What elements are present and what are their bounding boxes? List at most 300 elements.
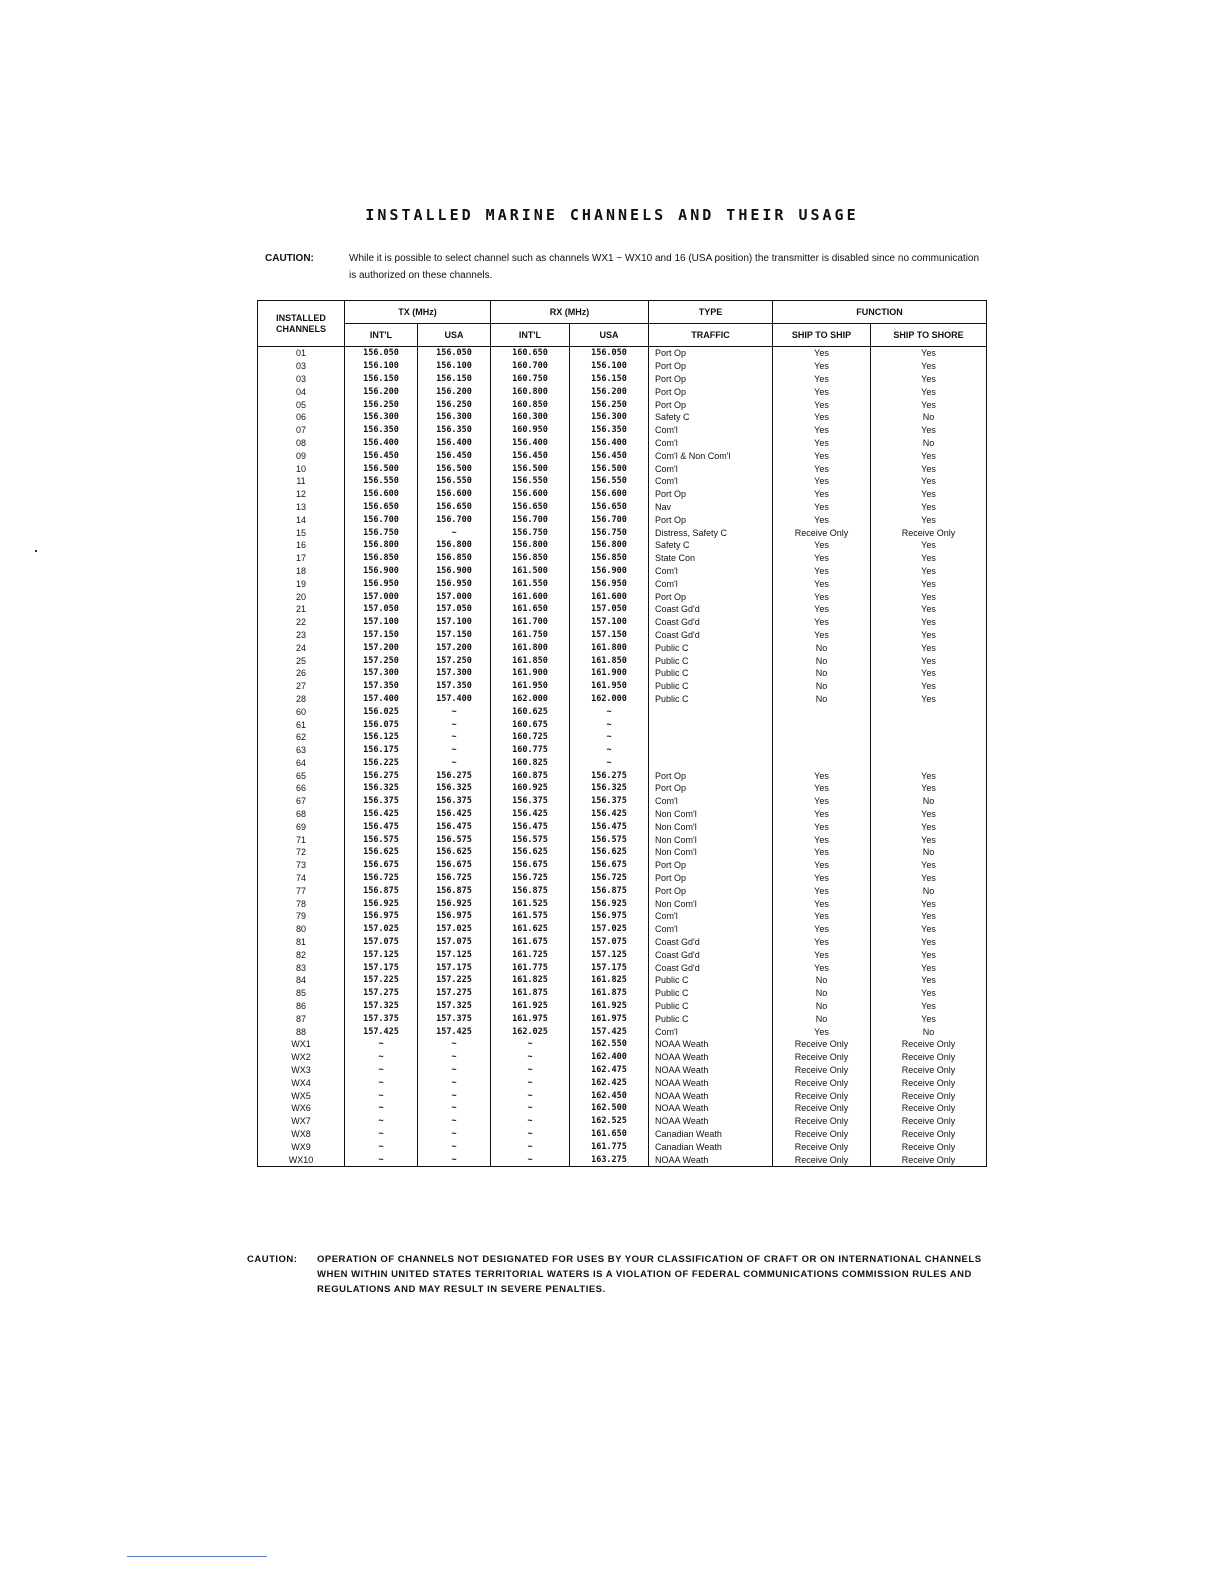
cell-rx-usa: 162.450 <box>570 1089 649 1102</box>
cell-channel: 24 <box>258 641 345 654</box>
cell-tx-usa: ~ <box>418 1128 491 1141</box>
cell-ship-to-shore: Yes <box>871 782 987 795</box>
cell-traffic: NOAA Weath <box>649 1038 773 1051</box>
cell-traffic: NOAA Weath <box>649 1115 773 1128</box>
cell-tx-usa: 156.325 <box>418 782 491 795</box>
cell-channel: 08 <box>258 437 345 450</box>
table-row <box>258 1012 987 1025</box>
cell-channel: 88 <box>258 1025 345 1038</box>
cell-channel: 09 <box>258 449 345 462</box>
cell-rx-usa: 157.175 <box>570 961 649 974</box>
cell-ship-to-ship: Yes <box>773 398 871 411</box>
table-row <box>258 718 987 731</box>
cell-ship-to-ship: No <box>773 1012 871 1025</box>
cell-tx-intl: 156.750 <box>345 526 418 539</box>
cell-tx-usa: 156.675 <box>418 859 491 872</box>
cell-rx-usa: 161.975 <box>570 1012 649 1025</box>
cell-ship-to-ship: Receive Only <box>773 1038 871 1051</box>
cell-tx-usa: 156.625 <box>418 846 491 859</box>
table-row <box>258 974 987 987</box>
header-installed-channels: INSTALLED CHANNELS <box>258 301 345 347</box>
cell-rx-intl: 156.425 <box>491 808 570 821</box>
cell-tx-usa: 156.575 <box>418 833 491 846</box>
cell-channel: 06 <box>258 411 345 424</box>
cell-ship-to-ship: Receive Only <box>773 1115 871 1128</box>
cell-ship-to-shore: Yes <box>871 449 987 462</box>
cell-rx-usa: 156.650 <box>570 501 649 514</box>
cell-ship-to-shore: No <box>871 411 987 424</box>
cell-ship-to-shore: Yes <box>871 974 987 987</box>
cell-channel: 68 <box>258 808 345 821</box>
cell-channel: 01 <box>258 347 345 360</box>
cell-tx-usa: 156.050 <box>418 347 491 360</box>
cell-tx-usa: 157.200 <box>418 641 491 654</box>
cell-ship-to-ship: Yes <box>773 948 871 961</box>
table-row <box>258 360 987 373</box>
cell-rx-intl: 161.850 <box>491 654 570 667</box>
cell-rx-usa: 156.425 <box>570 808 649 821</box>
cell-ship-to-ship: No <box>773 693 871 706</box>
cell-ship-to-ship <box>773 705 871 718</box>
cell-tx-usa: ~ <box>418 731 491 744</box>
cell-rx-intl: 160.800 <box>491 385 570 398</box>
caution-text: While it is possible to select channel such as channels WX1 ~ WX10 and 16 (USA position) the transmitter is disabled since no communication is authorized on these channels. <box>349 253 980 281</box>
cell-channel: 20 <box>258 590 345 603</box>
table-row <box>258 833 987 846</box>
cell-rx-intl: 160.950 <box>491 424 570 437</box>
cell-tx-intl: 156.900 <box>345 565 418 578</box>
cell-ship-to-ship: No <box>773 680 871 693</box>
cell-traffic: Non Com'l <box>649 820 773 833</box>
cell-rx-usa: 156.750 <box>570 526 649 539</box>
cell-ship-to-shore: Yes <box>871 501 987 514</box>
cell-ship-to-shore: Yes <box>871 616 987 629</box>
table-row <box>258 565 987 578</box>
cell-ship-to-ship: Yes <box>773 808 871 821</box>
cell-channel: 60 <box>258 705 345 718</box>
cell-channel: 61 <box>258 718 345 731</box>
cell-traffic: NOAA Weath <box>649 1076 773 1089</box>
header-rx-usa: USA <box>570 324 649 347</box>
table-row <box>258 1000 987 1013</box>
cell-tx-usa: ~ <box>418 1076 491 1089</box>
table-row <box>258 526 987 539</box>
cell-rx-intl: 156.675 <box>491 859 570 872</box>
table-row <box>258 577 987 590</box>
cell-rx-usa: 156.725 <box>570 872 649 885</box>
cell-traffic: NOAA Weath <box>649 1089 773 1102</box>
cell-tx-usa: 156.900 <box>418 565 491 578</box>
cell-tx-usa: ~ <box>418 1140 491 1153</box>
table-row <box>258 1064 987 1077</box>
header-ship-to-shore: SHIP TO SHORE <box>871 324 987 347</box>
cell-ship-to-shore: No <box>871 1025 987 1038</box>
cell-tx-intl: ~ <box>345 1102 418 1115</box>
cell-channel: 84 <box>258 974 345 987</box>
cell-tx-intl: 157.325 <box>345 1000 418 1013</box>
cell-rx-usa: 156.350 <box>570 424 649 437</box>
cell-rx-usa: 161.900 <box>570 667 649 680</box>
cell-channel: 64 <box>258 757 345 770</box>
header-rx-intl: INT'L <box>491 324 570 347</box>
cell-tx-intl: 156.025 <box>345 705 418 718</box>
cell-traffic: Com'l <box>649 462 773 475</box>
cell-tx-usa: 157.075 <box>418 936 491 949</box>
cell-channel: 69 <box>258 820 345 833</box>
cell-ship-to-shore: Receive Only <box>871 1153 987 1166</box>
page-title: INSTALLED MARINE CHANNELS AND THEIR USAGE <box>365 206 859 224</box>
cell-tx-usa: 156.800 <box>418 539 491 552</box>
cell-rx-intl: 161.900 <box>491 667 570 680</box>
cell-tx-usa: 157.250 <box>418 654 491 667</box>
footnote-rule <box>127 1556 267 1557</box>
cell-tx-intl: 157.000 <box>345 590 418 603</box>
cell-ship-to-shore: Yes <box>871 667 987 680</box>
cell-tx-intl: 156.150 <box>345 373 418 386</box>
cell-rx-intl: 160.825 <box>491 757 570 770</box>
cell-rx-intl: 156.600 <box>491 488 570 501</box>
cell-ship-to-ship: Yes <box>773 462 871 475</box>
cell-channel: 14 <box>258 513 345 526</box>
cell-channel: 62 <box>258 731 345 744</box>
cell-channel: 74 <box>258 872 345 885</box>
cell-traffic: Public C <box>649 680 773 693</box>
cell-traffic: Coast Gd'd <box>649 961 773 974</box>
cell-ship-to-ship: Yes <box>773 449 871 462</box>
cell-rx-usa: ~ <box>570 705 649 718</box>
cell-ship-to-ship: Yes <box>773 795 871 808</box>
cell-tx-intl: 156.075 <box>345 718 418 731</box>
table-row <box>258 488 987 501</box>
cell-traffic: State Con <box>649 552 773 565</box>
table-row <box>258 513 987 526</box>
table-row <box>258 1102 987 1115</box>
cell-tx-usa: 156.300 <box>418 411 491 424</box>
cell-rx-intl: 160.925 <box>491 782 570 795</box>
cell-ship-to-ship: Yes <box>773 437 871 450</box>
cell-channel: 25 <box>258 654 345 667</box>
cell-channel: 22 <box>258 616 345 629</box>
table-row <box>258 373 987 386</box>
cell-tx-usa: 156.450 <box>418 449 491 462</box>
cell-ship-to-ship: Yes <box>773 475 871 488</box>
cell-ship-to-ship: Receive Only <box>773 1153 871 1166</box>
cell-traffic: Com'l <box>649 1025 773 1038</box>
cell-rx-intl: 156.475 <box>491 820 570 833</box>
cell-tx-intl: 156.550 <box>345 475 418 488</box>
cell-rx-intl: 161.550 <box>491 577 570 590</box>
cell-tx-usa: ~ <box>418 1153 491 1166</box>
cell-rx-intl: 160.775 <box>491 744 570 757</box>
cell-rx-intl: 161.650 <box>491 603 570 616</box>
cell-ship-to-ship: Yes <box>773 961 871 974</box>
cell-rx-usa: 162.550 <box>570 1038 649 1051</box>
header-tx-usa: USA <box>418 324 491 347</box>
cell-traffic: NOAA Weath <box>649 1064 773 1077</box>
table-row <box>258 552 987 565</box>
header-function: FUNCTION <box>773 301 987 324</box>
cell-channel: WX9 <box>258 1140 345 1153</box>
cell-channel: 17 <box>258 552 345 565</box>
table-row <box>258 411 987 424</box>
cell-ship-to-ship <box>773 744 871 757</box>
cell-ship-to-shore <box>871 757 987 770</box>
cell-ship-to-shore: Yes <box>871 347 987 360</box>
cell-traffic: Port Op <box>649 373 773 386</box>
cell-channel: WX6 <box>258 1102 345 1115</box>
cell-ship-to-ship: Yes <box>773 411 871 424</box>
cell-ship-to-shore: Yes <box>871 897 987 910</box>
cell-traffic: Non Com'l <box>649 897 773 910</box>
cell-channel: WX7 <box>258 1115 345 1128</box>
cell-ship-to-ship: Receive Only <box>773 1102 871 1115</box>
cell-rx-intl: 156.725 <box>491 872 570 885</box>
cell-ship-to-shore: Yes <box>871 923 987 936</box>
cell-ship-to-ship: Yes <box>773 769 871 782</box>
cell-channel: WX10 <box>258 1153 345 1166</box>
cell-channel: WX2 <box>258 1051 345 1064</box>
cell-rx-intl: 160.625 <box>491 705 570 718</box>
cell-tx-usa: ~ <box>418 757 491 770</box>
caution-notice-bottom <box>247 1252 987 1297</box>
cell-rx-usa: 161.800 <box>570 641 649 654</box>
cell-rx-intl: 161.775 <box>491 961 570 974</box>
cell-rx-usa: 156.850 <box>570 552 649 565</box>
cell-tx-usa: 157.175 <box>418 961 491 974</box>
cell-channel: 77 <box>258 884 345 897</box>
header-type: TYPE <box>649 301 773 324</box>
cell-rx-intl: 161.950 <box>491 680 570 693</box>
cell-ship-to-ship: Yes <box>773 424 871 437</box>
cell-ship-to-shore <box>871 705 987 718</box>
cell-rx-intl: 156.450 <box>491 449 570 462</box>
cell-rx-usa: 156.375 <box>570 795 649 808</box>
cell-rx-intl: 162.025 <box>491 1025 570 1038</box>
cell-ship-to-ship: Yes <box>773 488 871 501</box>
cell-rx-usa: 156.150 <box>570 373 649 386</box>
cell-tx-usa: 156.100 <box>418 360 491 373</box>
cell-rx-intl: 161.600 <box>491 590 570 603</box>
cell-tx-intl: 157.400 <box>345 693 418 706</box>
cell-rx-usa: 161.775 <box>570 1140 649 1153</box>
cell-tx-intl: 156.125 <box>345 731 418 744</box>
cell-rx-usa: 163.275 <box>570 1153 649 1166</box>
cell-rx-usa: 157.425 <box>570 1025 649 1038</box>
cell-ship-to-shore: Yes <box>871 629 987 642</box>
cell-tx-usa: ~ <box>418 705 491 718</box>
cell-ship-to-shore: Yes <box>871 859 987 872</box>
cell-channel: 66 <box>258 782 345 795</box>
cell-tx-usa: ~ <box>418 1102 491 1115</box>
cell-tx-usa: 156.975 <box>418 910 491 923</box>
cell-tx-intl: 156.050 <box>345 347 418 360</box>
cell-rx-intl: 160.300 <box>491 411 570 424</box>
cell-tx-usa: 156.600 <box>418 488 491 501</box>
cell-tx-usa: 157.400 <box>418 693 491 706</box>
cell-channel: 18 <box>258 565 345 578</box>
cell-ship-to-shore: Receive Only <box>871 1102 987 1115</box>
cell-traffic <box>649 757 773 770</box>
cell-ship-to-shore <box>871 718 987 731</box>
cell-traffic <box>649 744 773 757</box>
cell-channel: 27 <box>258 680 345 693</box>
cell-rx-usa: 156.325 <box>570 782 649 795</box>
table-row <box>258 782 987 795</box>
cell-rx-intl: 161.975 <box>491 1012 570 1025</box>
cell-ship-to-ship: Receive Only <box>773 1128 871 1141</box>
cell-ship-to-shore: No <box>871 795 987 808</box>
cell-channel: WX8 <box>258 1128 345 1141</box>
cell-ship-to-ship: Receive Only <box>773 1076 871 1089</box>
cell-traffic: Public C <box>649 693 773 706</box>
cell-tx-usa: 156.950 <box>418 577 491 590</box>
cell-rx-intl: 161.875 <box>491 987 570 1000</box>
cell-ship-to-shore: Yes <box>871 424 987 437</box>
cell-ship-to-shore: Yes <box>871 488 987 501</box>
cell-ship-to-shore: Yes <box>871 539 987 552</box>
cell-ship-to-shore: Receive Only <box>871 1128 987 1141</box>
cell-tx-intl: 156.425 <box>345 808 418 821</box>
cell-traffic: Public C <box>649 1000 773 1013</box>
cell-traffic: NOAA Weath <box>649 1153 773 1166</box>
table-row <box>258 539 987 552</box>
cell-rx-intl: ~ <box>491 1038 570 1051</box>
cell-rx-usa: 161.650 <box>570 1128 649 1141</box>
cell-ship-to-shore <box>871 731 987 744</box>
cell-channel: 07 <box>258 424 345 437</box>
cell-ship-to-shore: Yes <box>871 820 987 833</box>
cell-rx-usa: 162.525 <box>570 1115 649 1128</box>
cell-tx-usa: 156.550 <box>418 475 491 488</box>
cell-rx-usa: 156.925 <box>570 897 649 910</box>
cell-channel: 86 <box>258 1000 345 1013</box>
cell-rx-usa: 156.900 <box>570 565 649 578</box>
cell-tx-intl: 156.675 <box>345 859 418 872</box>
cell-traffic <box>649 705 773 718</box>
cell-rx-intl: 161.750 <box>491 629 570 642</box>
cell-ship-to-ship: Yes <box>773 565 871 578</box>
table-row <box>258 820 987 833</box>
cell-traffic: Public C <box>649 974 773 987</box>
cell-channel: WX1 <box>258 1038 345 1051</box>
cell-traffic: Public C <box>649 667 773 680</box>
cell-ship-to-ship: Yes <box>773 820 871 833</box>
table-row <box>258 693 987 706</box>
table-row <box>258 769 987 782</box>
cell-ship-to-shore: Receive Only <box>871 1064 987 1077</box>
cell-traffic: Com'l & Non Com'l <box>649 449 773 462</box>
cell-rx-intl: 156.650 <box>491 501 570 514</box>
cell-ship-to-shore: Receive Only <box>871 1115 987 1128</box>
cell-rx-usa: 157.100 <box>570 616 649 629</box>
cell-tx-intl: 157.075 <box>345 936 418 949</box>
cell-tx-intl: ~ <box>345 1064 418 1077</box>
cell-ship-to-ship: Yes <box>773 603 871 616</box>
table-row <box>258 385 987 398</box>
table-row <box>258 859 987 872</box>
cell-tx-usa: 157.300 <box>418 667 491 680</box>
cell-rx-intl: 160.700 <box>491 360 570 373</box>
cell-rx-usa: 156.575 <box>570 833 649 846</box>
table-row <box>258 590 987 603</box>
cell-tx-usa: 157.050 <box>418 603 491 616</box>
table-row <box>258 1153 987 1166</box>
cell-tx-intl: ~ <box>345 1128 418 1141</box>
cell-rx-usa: 156.250 <box>570 398 649 411</box>
cell-tx-intl: 157.375 <box>345 1012 418 1025</box>
cell-tx-usa: ~ <box>418 1064 491 1077</box>
cell-channel: WX3 <box>258 1064 345 1077</box>
cell-traffic: Coast Gd'd <box>649 936 773 949</box>
cell-rx-usa: 162.475 <box>570 1064 649 1077</box>
cell-rx-intl: ~ <box>491 1102 570 1115</box>
cell-ship-to-shore: Receive Only <box>871 1076 987 1089</box>
table-row <box>258 462 987 475</box>
cell-rx-intl: 161.500 <box>491 565 570 578</box>
cell-tx-intl: 157.100 <box>345 616 418 629</box>
cell-traffic: Com'l <box>649 795 773 808</box>
cell-tx-intl: 156.500 <box>345 462 418 475</box>
table-row <box>258 347 987 360</box>
cell-rx-intl: 160.750 <box>491 373 570 386</box>
cell-rx-usa: 161.925 <box>570 1000 649 1013</box>
cell-tx-usa: ~ <box>418 1089 491 1102</box>
cell-ship-to-shore: Yes <box>871 360 987 373</box>
cell-ship-to-ship: Yes <box>773 616 871 629</box>
cell-rx-intl: 161.625 <box>491 923 570 936</box>
cell-ship-to-ship: Yes <box>773 1025 871 1038</box>
cell-tx-usa: 157.025 <box>418 923 491 936</box>
cell-ship-to-ship: Yes <box>773 910 871 923</box>
cell-rx-intl: ~ <box>491 1064 570 1077</box>
cell-traffic: Port Op <box>649 385 773 398</box>
cell-traffic: Com'l <box>649 437 773 450</box>
cell-tx-intl: 156.450 <box>345 449 418 462</box>
cell-rx-usa: 161.825 <box>570 974 649 987</box>
cell-rx-usa: 156.275 <box>570 769 649 782</box>
cell-ship-to-ship: Yes <box>773 347 871 360</box>
cell-ship-to-shore: Yes <box>871 987 987 1000</box>
cell-rx-usa: 161.875 <box>570 987 649 1000</box>
cell-tx-usa: 157.275 <box>418 987 491 1000</box>
cell-tx-intl: 156.375 <box>345 795 418 808</box>
table-row <box>258 1025 987 1038</box>
cell-ship-to-ship: Yes <box>773 923 871 936</box>
cell-traffic: Safety C <box>649 539 773 552</box>
cell-rx-intl: 160.850 <box>491 398 570 411</box>
cell-rx-intl: 156.850 <box>491 552 570 565</box>
cell-rx-intl: 161.925 <box>491 1000 570 1013</box>
cell-channel: 13 <box>258 501 345 514</box>
cell-channel: 71 <box>258 833 345 846</box>
cell-ship-to-shore: Yes <box>871 641 987 654</box>
cell-tx-intl: 157.050 <box>345 603 418 616</box>
table-row <box>258 1128 987 1141</box>
cell-traffic: Port Op <box>649 859 773 872</box>
cell-rx-usa: 157.150 <box>570 629 649 642</box>
cell-tx-intl: 156.475 <box>345 820 418 833</box>
cell-rx-usa: 161.850 <box>570 654 649 667</box>
cell-tx-intl: 156.650 <box>345 501 418 514</box>
cell-rx-usa: 156.950 <box>570 577 649 590</box>
cell-ship-to-shore: Yes <box>871 475 987 488</box>
table-row <box>258 501 987 514</box>
cell-ship-to-shore: Receive Only <box>871 1140 987 1153</box>
cell-channel: 78 <box>258 897 345 910</box>
cell-rx-intl: 162.000 <box>491 693 570 706</box>
cell-rx-intl: ~ <box>491 1128 570 1141</box>
cell-ship-to-shore: Yes <box>871 769 987 782</box>
